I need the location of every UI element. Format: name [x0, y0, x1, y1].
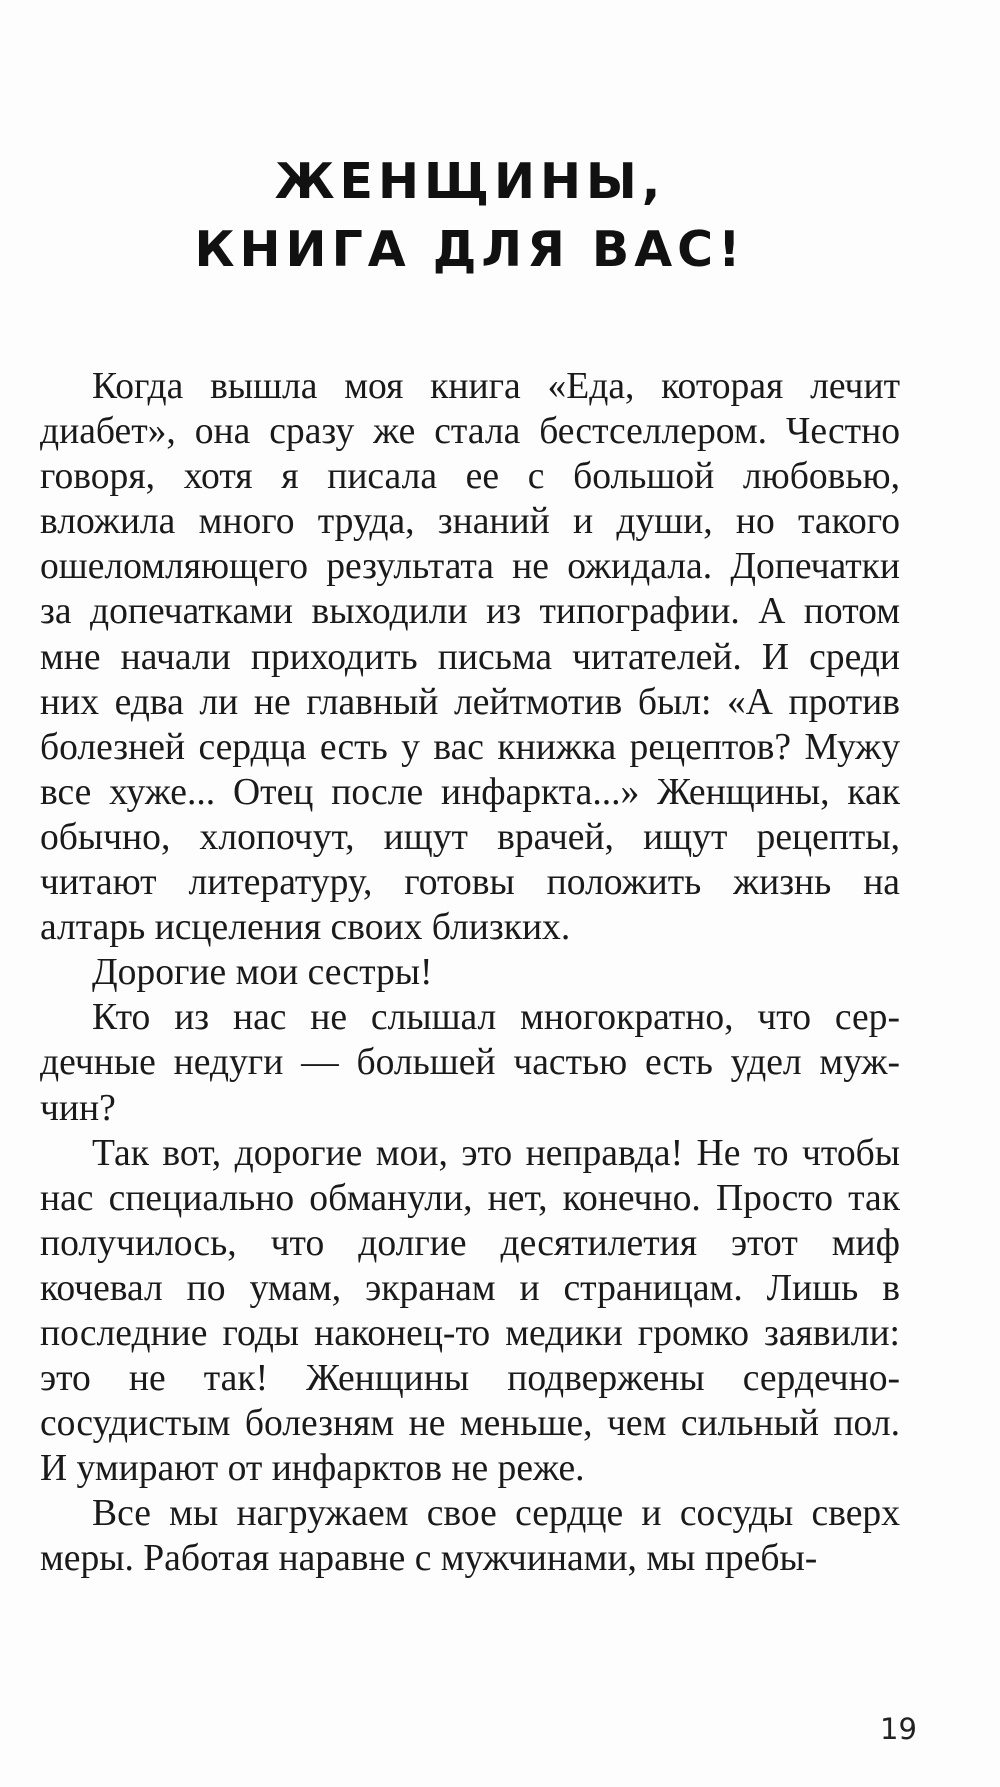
chapter-title [40, 0, 900, 284]
paragraph-5: Все мы нагружаем свое сердце и сосуды сверх меры. Работая наравне с мужчинами, мы пребы- [40, 1493, 900, 1580]
paragraph-1: Когда вышла моя книга «Еда, которая лечит диабет», она сразу же стала бестселлером. Честно говоря, хотя я писала ее с большой любовью, вложила много труда, знаний и души, но такого ошеломляющего результата не ожидала. Допечатки за допечатками выходили из типографии. А потом мне начали приходить письма читателей. И среди них едва ли не главный лейтмотив был: «А против болезней сердца есть у вас книжка рецептов? Мужу все хуже... Отец после инфаркта...» Женщины, как обычно, хлопочут, ищут врачей, ищут рецепты, читают литературу, готовы положить жизнь на алтарь исцеления своих близких. [40, 366, 900, 949]
paragraph-3: Кто из нас не слышал многократно, что сердечные недуги — большей частью есть удел мужчин? [40, 997, 900, 1129]
chapter-title-line-2: КНИГА ДЛЯ ВАС! [194, 221, 746, 278]
paragraph-2: Дорогие мои сестры! [92, 952, 433, 994]
paragraph-4: Так вот, дорогие мои, это неправда! Не то чтобы нас специально обманули, нет, конечно. Просто так получилось, что долгие десятилетия этот миф кочевал по умам, экранам и страницам. Лишь в последние годы наконец-то медики громко заявили: это не так! Женщины подвержены сердечно-сосудистым болезням не меньше, чем сильный пол. И умирают от инфарктов не реже. [40, 1132, 900, 1490]
page-number: 19 [880, 1712, 917, 1746]
chapter-title-line-1: ЖЕНЩИНЫ, [274, 153, 666, 210]
body-text [40, 364, 900, 1582]
